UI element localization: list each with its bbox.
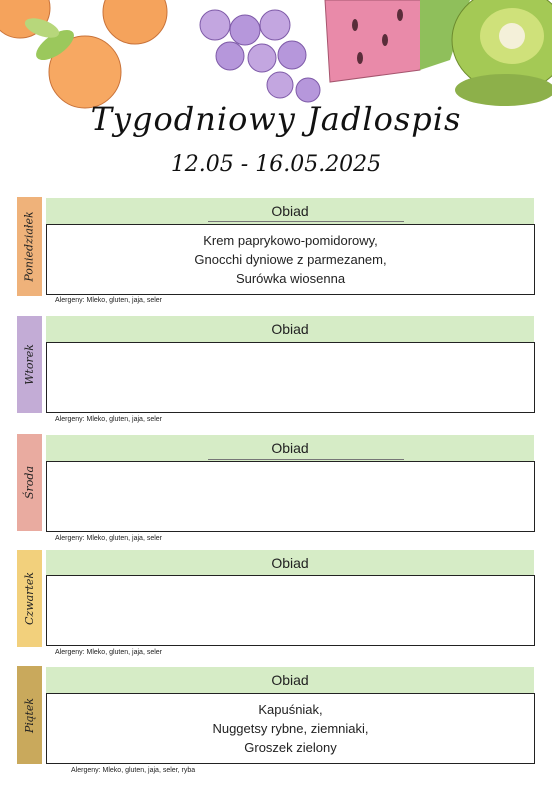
dish-line: Gnocchi dyniowe z parmezanem, bbox=[194, 252, 387, 267]
dish-line: Groszek zielony bbox=[244, 740, 337, 755]
date-range: 12.05 - 16.05.2025 bbox=[170, 152, 382, 177]
meal-header: Obiad bbox=[46, 550, 534, 576]
meal-box bbox=[46, 693, 535, 764]
day-label: Czwartek bbox=[23, 571, 37, 626]
day-tab-monday bbox=[17, 197, 42, 296]
meal-header: Obiad bbox=[46, 198, 534, 224]
allergens-note: Alergeny: Mleko, gluten, jaja, seler bbox=[55, 297, 162, 304]
meal-box bbox=[46, 224, 535, 295]
dish-line: Surówka wiosenna bbox=[235, 271, 346, 286]
meal-header: Obiad bbox=[46, 667, 534, 693]
divider bbox=[208, 459, 404, 460]
meal-header: Obiad bbox=[46, 435, 534, 461]
watermelon-icon bbox=[325, 0, 470, 82]
kiwi-icon bbox=[452, 0, 552, 106]
allergens-note: Alergeny: Mleko, gluten, jaja, seler, ryba bbox=[71, 767, 196, 774]
day-tab-friday bbox=[17, 666, 42, 764]
dish-line: Nuggetsy rybne, ziemniaki, bbox=[212, 721, 369, 736]
meal-box bbox=[46, 461, 535, 532]
meal-box bbox=[46, 342, 535, 413]
grapes-icon bbox=[200, 10, 320, 102]
allergens-note: Alergeny: Mleko, gluten, jaja, seler bbox=[55, 649, 162, 656]
day-tab-tuesday bbox=[17, 316, 42, 413]
meal-header: Obiad bbox=[46, 316, 534, 342]
day-tab-thursday bbox=[17, 550, 42, 647]
allergens-note: Alergeny: Mleko, gluten, jaja, seler bbox=[55, 416, 162, 423]
day-label: Piątek bbox=[23, 697, 37, 733]
day-label: Wtorek bbox=[23, 344, 37, 385]
fruit-illustration bbox=[0, 0, 552, 110]
dish-line: Kapuśniak, bbox=[258, 702, 323, 717]
orange-icon bbox=[103, 0, 167, 44]
page-title: Tygodniowy Jadlospis bbox=[90, 100, 462, 138]
day-tab-wednesday bbox=[17, 434, 42, 531]
divider bbox=[208, 221, 404, 222]
allergens-note: Alergeny: Mleko, gluten, jaja, seler bbox=[55, 535, 162, 542]
day-label: Środa bbox=[23, 465, 36, 500]
day-label: Poniedziałek bbox=[23, 211, 37, 282]
meal-box bbox=[46, 575, 535, 646]
dish-line: Krem paprykowo-pomidorowy, bbox=[203, 233, 378, 248]
